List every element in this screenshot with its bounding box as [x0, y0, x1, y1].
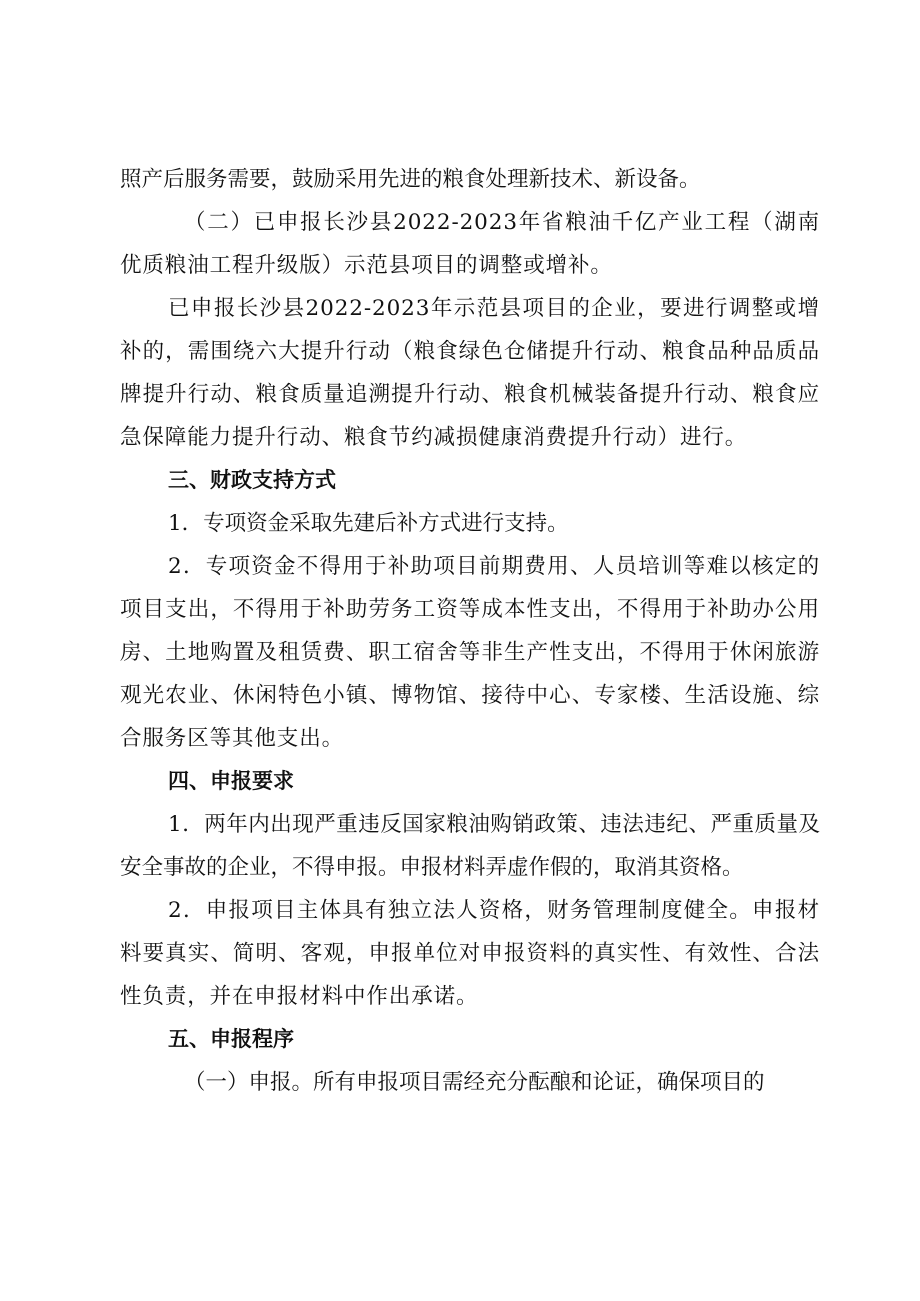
section-heading-4: 四、申报要求	[168, 769, 294, 793]
section-heading-3: 三、财政支持方式	[168, 468, 336, 492]
paragraph-continuation: 照产后服务需要，鼓励采用先进的粮食处理新技术、新设备。	[120, 167, 701, 192]
paragraph-requirement-2: 2．申报项目主体具有独立法人资格，财务管理制度健全。申报材料要真实、简明、客观，申报单位对申报资料的真实性、有效性、合法性负责，并在申报材料中作出承诺。	[120, 898, 820, 1009]
document-page	[120, 158, 820, 1104]
paragraph-support-1: 1．专项资金采取先建后补方式进行支持。	[168, 511, 569, 536]
section-heading-5: 五、申报程序	[168, 1027, 294, 1051]
paragraph-requirement-1: 1．两年内出现严重违反国家粮油购销政策、违法违纪、严重质量及安全事故的企业，不得申报。申报材料弄虚作假的，取消其资格。	[120, 812, 820, 880]
paragraph-adjustment: 已申报长沙县2022-2023年示范县项目的企业，要进行调整或增补的，需围绕六大提升行动（粮食绿色仓储提升行动、粮食品种品质品牌提升行动、粮食质量追溯提升行动、粮食机械装备提升行动、粮食应急保障能力提升行动、粮食节约减损健康消费提升行动）进行。	[120, 296, 820, 450]
paragraph-subsection-2: （二）已申报长沙县2022-2023年省粮油千亿产业工程（湖南优质粮油工程升级版）示范县项目的调整或增补。	[120, 210, 820, 278]
paragraph-support-2: 2．专项资金不得用于补助项目前期费用、人员培训等难以核定的项目支出，不得用于补助劳务工资等成本性支出，不得用于补助办公用房、土地购置及租赁费、职工宿舍等非生产性支出，不得用于休闲旅游观光农业、休闲特色小镇、博物馆、接待中心、专家楼、生活设施、综合服务区等其他支出。	[120, 554, 820, 751]
paragraph-procedure-1: （一）申报。所有申报项目需经充分酝酿和论证，确保项目的	[184, 1070, 765, 1095]
